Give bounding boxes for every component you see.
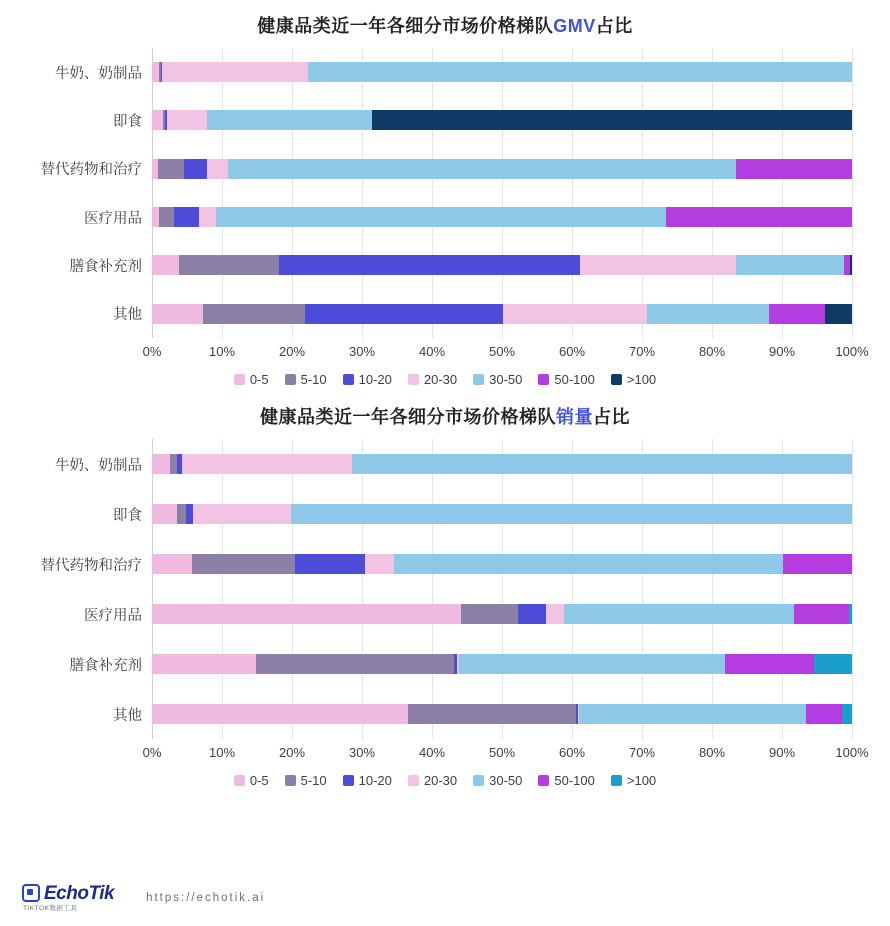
brand-subtitle: TIKTOK数据工具 [23, 904, 78, 912]
x-axis-tick-label: 80% [698, 344, 726, 359]
legend-item[interactable] [234, 773, 269, 788]
category-label: 即食 [113, 507, 142, 524]
chart-title-accent: GMV [553, 16, 596, 36]
chart-title-suffix: 占比 [593, 407, 630, 427]
bar-segment[interactable] [518, 604, 546, 624]
bar-segment[interactable] [167, 110, 206, 130]
x-axis-tick-label: 70% [628, 745, 656, 760]
legend-swatch [285, 775, 296, 786]
plot-area [152, 48, 852, 338]
x-axis-tick-label: 50% [488, 745, 516, 760]
bar-segment[interactable] [152, 454, 170, 474]
bar-segment[interactable] [814, 654, 852, 674]
bar-rows [152, 439, 852, 739]
bar-segment[interactable] [849, 604, 852, 624]
bar-segment[interactable] [152, 110, 163, 130]
x-axis-tick-label: 30% [348, 745, 376, 760]
legend-label: 50-100 [554, 773, 595, 788]
table-row [152, 689, 852, 739]
x-axis-tick-label: 10% [208, 745, 236, 760]
bar-segment[interactable] [152, 654, 256, 674]
brand-url: https://echotik.ai [146, 892, 266, 904]
bar-segment[interactable] [152, 255, 179, 275]
legend-item[interactable] [473, 372, 522, 387]
bar-segment[interactable] [295, 554, 364, 574]
bar-segment[interactable] [394, 554, 783, 574]
legend-label: 50-100 [554, 372, 595, 387]
legend-label: 30-50 [489, 372, 523, 387]
bar-segment[interactable] [182, 454, 352, 474]
stacked-bar[interactable] [152, 304, 852, 324]
legend-item[interactable] [408, 372, 457, 387]
legend-swatch [538, 374, 549, 385]
bar-segment[interactable] [170, 454, 177, 474]
legend-label: 0-5 [249, 372, 269, 387]
legend-item[interactable] [234, 372, 269, 387]
stacked-bar[interactable] [152, 504, 852, 524]
bar-segment[interactable] [564, 604, 794, 624]
plot-area [152, 439, 852, 739]
category-label: 膳食补充剂 [69, 657, 142, 674]
stacked-bar[interactable] [152, 207, 852, 227]
legend-swatch [408, 374, 419, 385]
x-axis-tick-label: 70% [628, 344, 656, 359]
bar-segment[interactable] [207, 110, 372, 130]
legend-item[interactable] [538, 372, 594, 387]
bar-segment[interactable] [461, 604, 518, 624]
category-label: 医疗用品 [84, 210, 142, 227]
bar-segment[interactable] [162, 62, 308, 82]
x-axis-tick-label: 60% [558, 344, 586, 359]
legend-label: 30-50 [489, 773, 523, 788]
legend-label: 5-10 [300, 773, 327, 788]
stacked-bar[interactable] [152, 604, 852, 624]
legend-swatch [408, 775, 419, 786]
bar-segment[interactable] [408, 704, 576, 724]
bar-segment[interactable] [546, 604, 564, 624]
bar-segment[interactable] [806, 704, 842, 724]
bar-segment[interactable] [579, 704, 806, 724]
x-axis-tick-label: 20% [278, 344, 306, 359]
bar-segment[interactable] [152, 504, 177, 524]
chart-title [0, 0, 890, 48]
legend-item[interactable] [408, 773, 457, 788]
bar-segment[interactable] [193, 504, 291, 524]
echotik-logo-icon [22, 884, 40, 902]
bar-segment[interactable] [279, 255, 579, 275]
bar-segment[interactable] [152, 62, 159, 82]
x-axis-tick-label: 90% [768, 344, 796, 359]
table-row [152, 193, 852, 241]
stacked-bar[interactable] [152, 62, 852, 82]
x-axis [142, 739, 869, 767]
x-axis-tick-label: 40% [418, 344, 446, 359]
chart-title [0, 391, 890, 439]
x-axis-tick-label: 0% [142, 344, 162, 359]
legend-swatch [285, 374, 296, 385]
category-label: 牛奶、奶制品 [55, 457, 142, 474]
bar-segment[interactable] [159, 207, 174, 227]
table-row [152, 96, 852, 144]
footer [0, 870, 890, 926]
table-row [152, 439, 852, 489]
bar-segment[interactable] [192, 554, 296, 574]
stacked-bar[interactable] [152, 110, 852, 130]
x-axis-tick-label: 80% [698, 745, 726, 760]
x-axis-tick-label: 0% [142, 745, 162, 760]
brand-name: EchoTik [44, 882, 115, 904]
legend-label: 20-30 [423, 773, 458, 788]
bar-segment[interactable] [174, 207, 199, 227]
table-row [152, 589, 852, 639]
bar-rows [152, 48, 852, 338]
x-axis [142, 338, 869, 366]
bar-segment[interactable] [179, 255, 280, 275]
legend-swatch [611, 775, 622, 786]
bar-segment[interactable] [372, 110, 852, 130]
x-axis-tick-label: 10% [208, 344, 236, 359]
bar-segment[interactable] [152, 604, 461, 624]
bar-segment[interactable] [152, 207, 159, 227]
bar-segment[interactable] [794, 604, 849, 624]
bar-segment[interactable] [842, 704, 852, 724]
bar-segment[interactable] [152, 554, 192, 574]
legend-swatch [234, 775, 245, 786]
chart-title-prefix: 健康品类近一年各细分市场价格梯队 [257, 16, 554, 36]
legend-item[interactable] [538, 773, 594, 788]
bar-segment[interactable] [152, 704, 408, 724]
legend-item[interactable] [473, 773, 522, 788]
gridline [852, 48, 853, 338]
legend-swatch [611, 374, 622, 385]
category-label: 其他 [113, 707, 142, 724]
legend-item[interactable] [285, 773, 327, 788]
x-axis-tick-label: 90% [768, 745, 796, 760]
category-label: 即食 [113, 113, 142, 130]
bar-segment[interactable] [152, 304, 203, 324]
legend [0, 767, 890, 792]
bar-segment[interactable] [580, 255, 737, 275]
bar-segment[interactable] [158, 159, 185, 179]
category-label: 膳食补充剂 [69, 258, 142, 275]
x-axis-tick-label: 20% [278, 745, 306, 760]
bar-segment[interactable] [850, 255, 852, 275]
bar-segment[interactable] [256, 654, 455, 674]
category-axis [0, 439, 152, 739]
bar-segment[interactable] [207, 159, 228, 179]
bar-segment[interactable] [459, 654, 726, 674]
bar-segment[interactable] [184, 159, 206, 179]
bar-segment[interactable] [769, 304, 826, 324]
bar-segment[interactable] [666, 207, 852, 227]
bar-segment[interactable] [736, 255, 844, 275]
legend-label: >100 [626, 372, 657, 387]
x-axis-tick-label: 50% [488, 344, 516, 359]
table-row [152, 639, 852, 689]
category-label: 其他 [113, 307, 142, 324]
x-axis-tick-label: 40% [418, 745, 446, 760]
bar-segment[interactable] [783, 554, 852, 574]
category-label: 替代药物和治疗 [40, 162, 142, 179]
legend [0, 366, 890, 391]
legend-label: >100 [626, 773, 657, 788]
legend-item[interactable] [343, 773, 392, 788]
legend-label: 10-20 [358, 773, 392, 788]
bar-segment[interactable] [308, 62, 852, 82]
bar-segment[interactable] [503, 304, 647, 324]
plot-wrap [0, 439, 890, 739]
category-label: 替代药物和治疗 [40, 557, 142, 574]
legend-item[interactable] [343, 372, 392, 387]
bar-segment[interactable] [352, 454, 852, 474]
bar-segment[interactable] [216, 207, 666, 227]
legend-item[interactable] [285, 372, 327, 387]
bar-segment[interactable] [647, 304, 769, 324]
chart-title-accent: 销量 [556, 407, 593, 427]
x-axis-tick-label: 100% [835, 344, 869, 359]
stacked-bar[interactable] [152, 159, 852, 179]
bar-segment[interactable] [725, 654, 814, 674]
legend-item[interactable] [611, 372, 656, 387]
legend-swatch [234, 374, 245, 385]
stacked-bar[interactable] [152, 255, 852, 275]
bar-segment[interactable] [365, 554, 394, 574]
table-row [152, 48, 852, 96]
legend-swatch [343, 374, 354, 385]
bar-segment[interactable] [203, 304, 305, 324]
stacked-bar[interactable] [152, 704, 852, 724]
chart-title-prefix: 健康品类近一年各细分市场价格梯队 [260, 407, 556, 427]
bar-segment[interactable] [291, 504, 852, 524]
bar-segment[interactable] [305, 304, 502, 324]
brand-logo [22, 884, 114, 913]
legend-swatch [343, 775, 354, 786]
bar-segment[interactable] [186, 504, 193, 524]
chart-title-suffix: 占比 [595, 16, 633, 36]
plot-wrap [0, 48, 890, 338]
bar-segment[interactable] [228, 159, 737, 179]
legend-swatch [538, 775, 549, 786]
legend-swatch [473, 374, 484, 385]
category-axis [0, 48, 152, 338]
legend-label: 5-10 [300, 372, 327, 387]
table-row [152, 290, 852, 338]
category-label: 牛奶、奶制品 [55, 65, 142, 82]
table-row [152, 489, 852, 539]
bar-segment[interactable] [825, 304, 852, 324]
table-row [152, 145, 852, 193]
bar-segment[interactable] [736, 159, 852, 179]
bar-segment[interactable] [199, 207, 217, 227]
stacked-bar[interactable] [152, 654, 852, 674]
x-axis-tick-label: 100% [835, 745, 869, 760]
table-row [152, 539, 852, 589]
category-label: 医疗用品 [84, 607, 142, 624]
stacked-bar[interactable] [152, 454, 852, 474]
legend-swatch [473, 775, 484, 786]
bar-segment[interactable] [177, 504, 186, 524]
stacked-bar[interactable] [152, 554, 852, 574]
legend-label: 20-30 [423, 372, 458, 387]
chart-block-1 [0, 0, 890, 391]
legend-item[interactable] [611, 773, 656, 788]
gridline [852, 439, 853, 739]
x-axis-tick-label: 30% [348, 344, 376, 359]
x-axis-tick-label: 60% [558, 745, 586, 760]
legend-label: 0-5 [249, 773, 269, 788]
table-row [152, 241, 852, 289]
chart-block-2 [0, 391, 890, 792]
legend-label: 10-20 [358, 372, 392, 387]
